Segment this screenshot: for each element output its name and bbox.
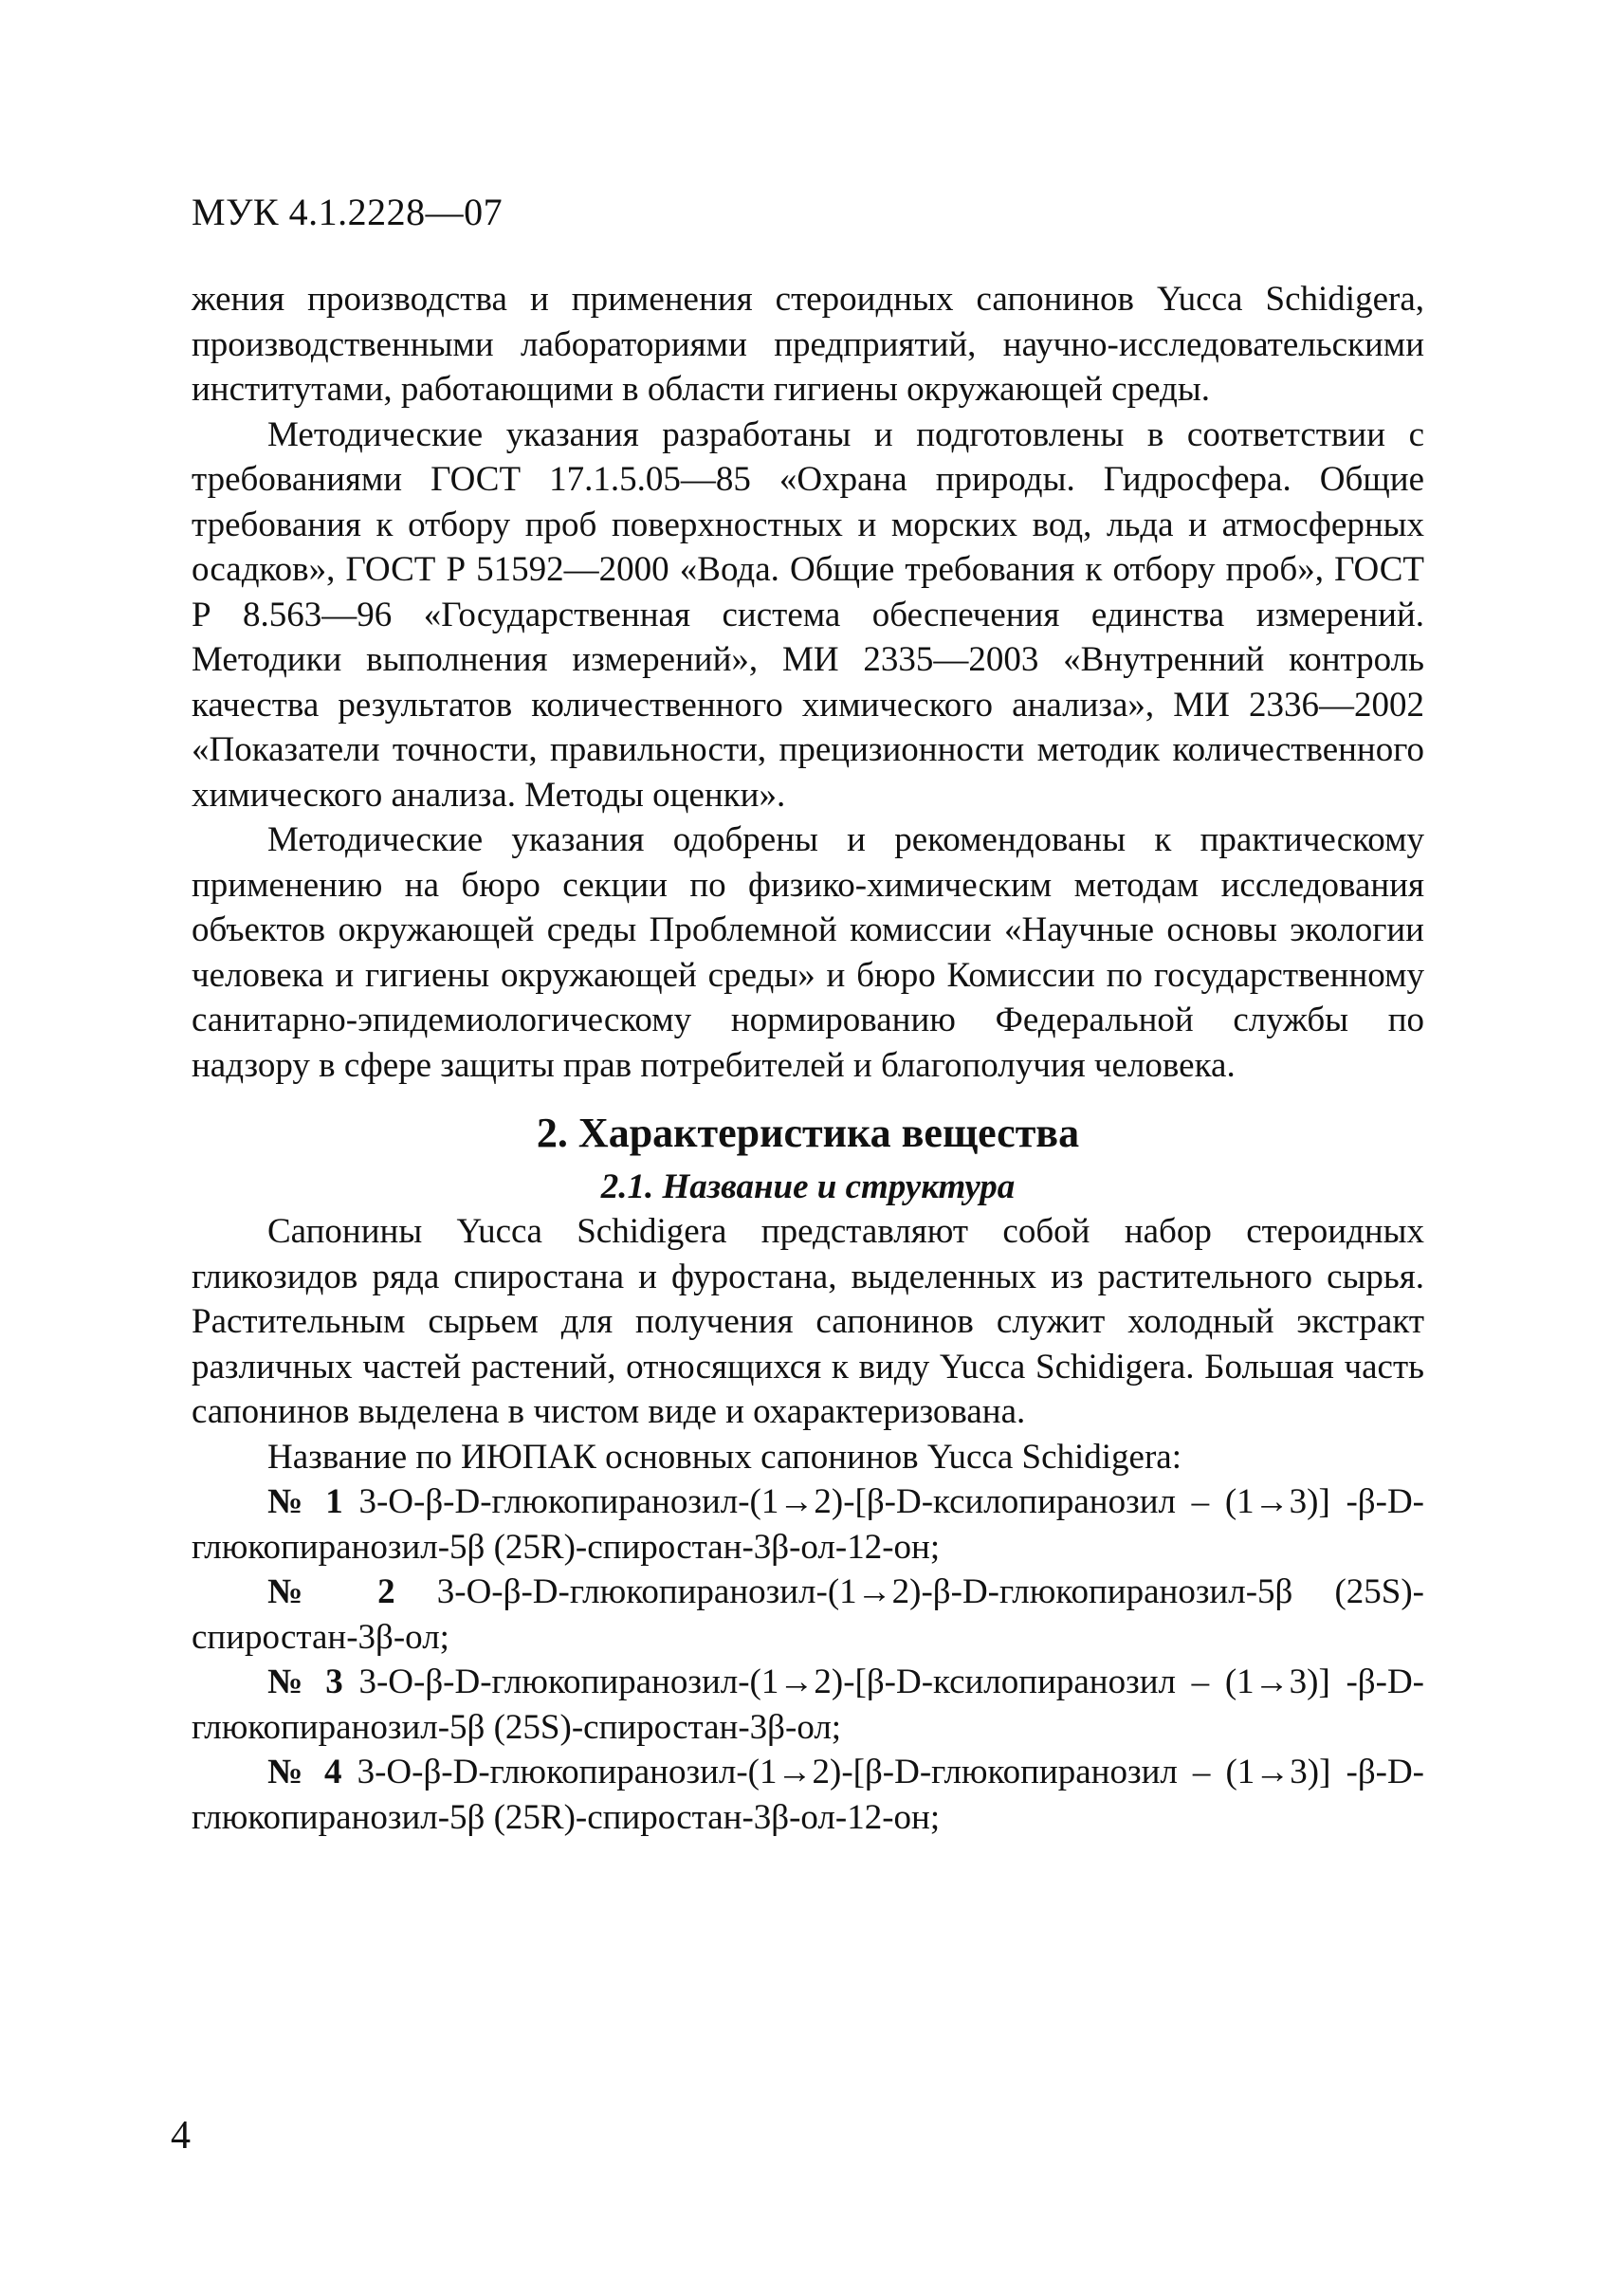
- compound-name: 3-O-β-D-глюкопиранозил-(1→2)-[β-D-глюкопиранозил – (1→3)] -β-D-глюкопиранозил-5β (25R)-спиростан-3β-ол-12-он;: [192, 1753, 1425, 1837]
- paragraph-description: Сапонины Yucca Schidigera представляют собой набор стероидных гликозидов ряда спиростана и фуростана, выделенных из растительного сырья. Растительным сырьем для получения сапонинов служит холодный экстракт различных частей растений, относящихся к виду Yucca Schidigera. Большая часть сапонинов выделена в чистом виде и охарактеризована.: [192, 1212, 1424, 1431]
- compound-name: 3-O-β-D-глюкопиранозил-(1→2)-[β-D-ксилопиранозил – (1→3)] -β-D-глюкопиранозил-5β (25R)-спиростан-3β-ол-12-он;: [192, 1482, 1424, 1567]
- compound-number: № 3: [267, 1662, 343, 1701]
- paragraph-approval: Методические указания одобрены и рекомендованы к практическому применению на бюро секции по физико-химическим методам исследования объектов окружающей среды Проблемной комиссии «Научные основы экологии человека и гигиены окружающей среды» и бюро Комиссии по государственному санитарно-эпидемиологическому нормированию Федеральной службы по надзору в сфере защиты прав потребителей и благополучия человека.: [192, 820, 1424, 1085]
- compound-name: 3-O-β-D-глюкопиранозил-(1→2)-β-D-глюкопиранозил-5β (25S)-спиростан-3β-ол;: [192, 1572, 1424, 1657]
- compound-number: № 1: [267, 1482, 343, 1521]
- running-header: МУК 4.1.2228—07: [192, 191, 504, 233]
- compound-number: № 2: [267, 1572, 395, 1611]
- paragraph-iupac-intro: Название по ИЮПАК основных сапонинов Yucca Schidigera:: [267, 1437, 1182, 1477]
- paragraph-continuation: жения производства и применения стероидных сапонинов Yucca Schidigera, производственными лабораториями предприятий, научно-исследовательскими институтами, работающими в области гигиены окружающей среды.: [192, 280, 1424, 409]
- paragraph-standards: Методические указания разработаны и подготовлены в соответствии с требованиями ГОСТ 17.1.5.05—85 «Охрана природы. Гидросфера. Общие требования к отбору проб поверхностных и морских вод, льда и атмосферных осадков», ГОСТ Р 51592—2000 «Вода. Общие требования к отбору проб», ГОСТ Р 8.563—96 «Государственная система обеспечения единства измерений. Методики выполнения измерений», МИ 2335—2003 «Внутренний контроль качества результатов количественного химического анализа», МИ 2336—2002 «Показатели точности, правильности, прецизионности методик количественного химического анализа. Методы оценки».: [192, 414, 1424, 815]
- compound-number: № 4: [267, 1753, 342, 1791]
- compound-4: [192, 1750, 1424, 1840]
- section-title: 2. Характеристика вещества: [536, 1110, 1080, 1156]
- compound-name: 3-O-β-D-глюкопиранозил-(1→2)-[β-D-ксилопиранозил – (1→3)] -β-D-глюкопиранозил-5β (25S)-спиростан-3β-ол;: [192, 1662, 1424, 1747]
- subsection-title: 2.1. Название и структура: [600, 1167, 1016, 1206]
- compound-3: [192, 1660, 1424, 1750]
- page-body: [192, 277, 1424, 1840]
- page-number: 4: [171, 2114, 191, 2158]
- compound-2: [192, 1570, 1424, 1660]
- compound-1: [192, 1479, 1424, 1570]
